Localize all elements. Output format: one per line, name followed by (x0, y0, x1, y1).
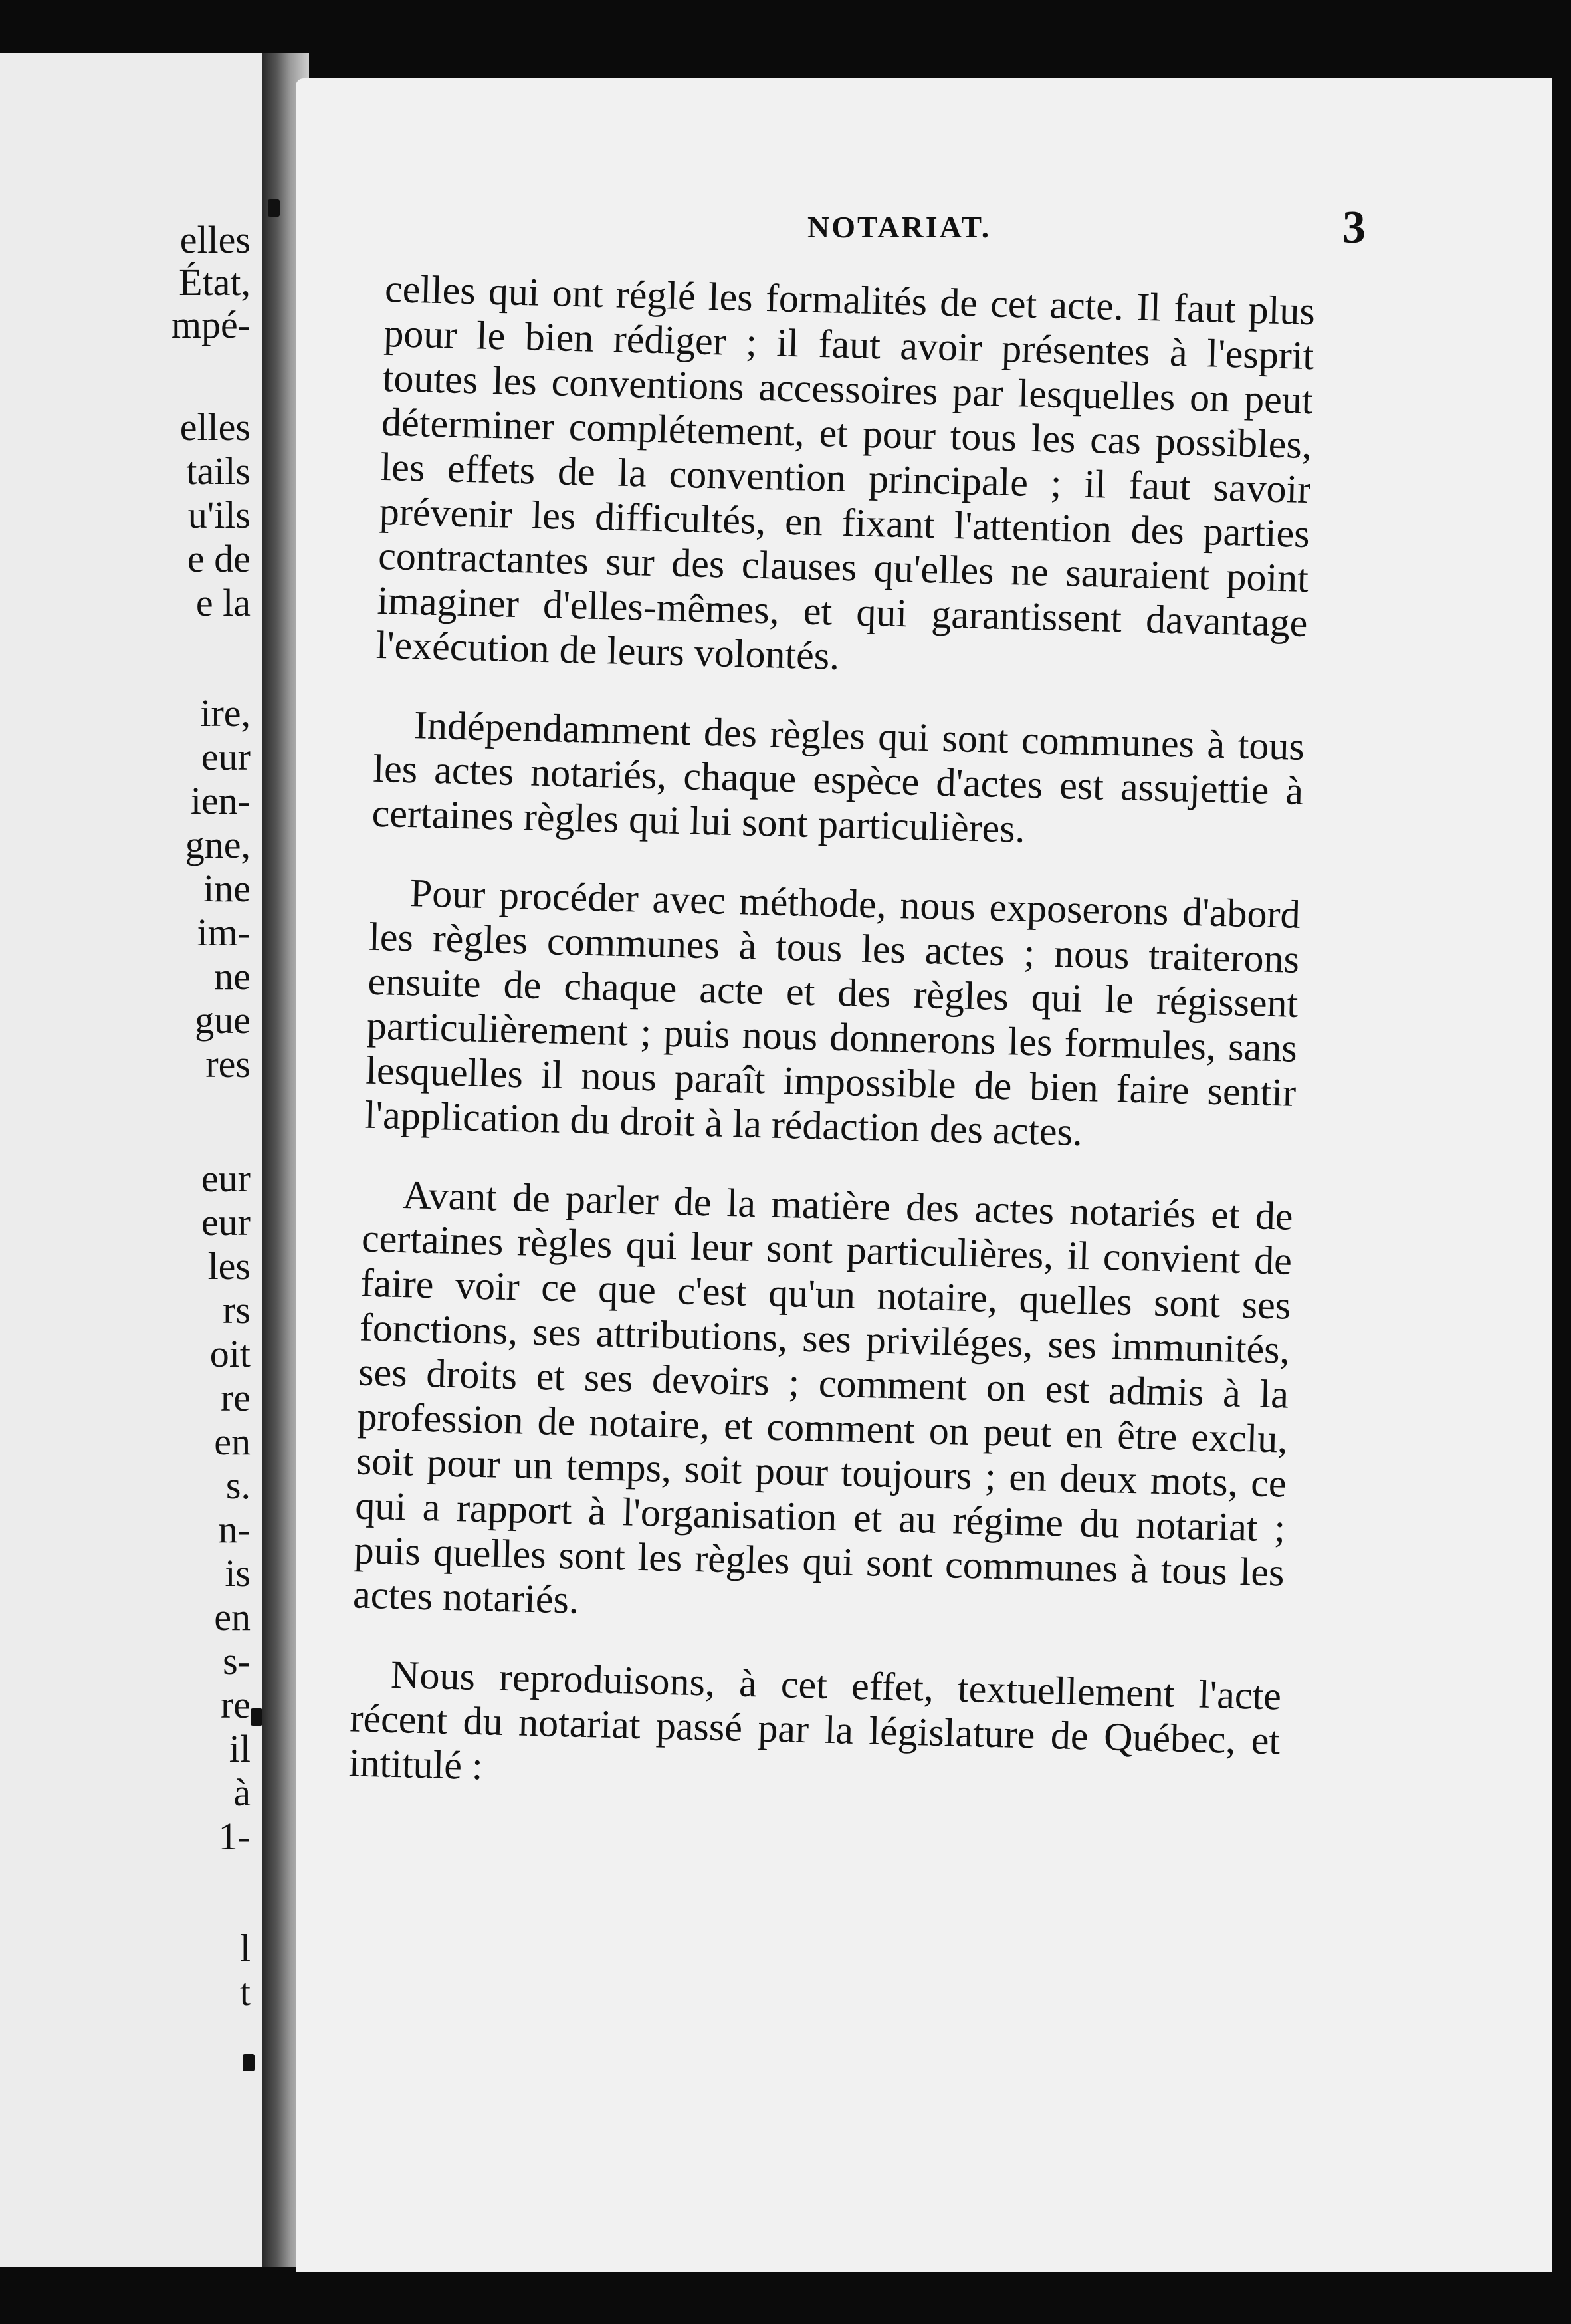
left-fragment: gue (195, 998, 251, 1042)
running-head (296, 202, 1552, 256)
left-fragment: u'ils (187, 493, 251, 536)
page-header-title: NOTARIAT. (807, 210, 992, 244)
left-fragment: res (205, 1042, 251, 1086)
left-fragment: ire, (200, 691, 251, 735)
paragraph: Pour procéder avec méthode, nous exposerons d'abord les règles communes à tous les actes ; nous traiterons ensuite de chaque acte et des règles qui le régissent particulièrement ; puis nous donnerons les formules, sans lesquelles il nous paraît impossible de bien faire sentir l'application du droit à la rédaction des actes. (364, 871, 1301, 1155)
binding-mark (251, 1708, 262, 1726)
left-fragment: elles (179, 218, 251, 261)
binding-mark (243, 2054, 255, 2071)
left-fragment: en (214, 1420, 251, 1463)
left-fragment: eur (201, 1157, 251, 1200)
left-fragment: ne (214, 955, 251, 998)
left-fragment: oit (209, 1332, 251, 1375)
left-fragment: s- (223, 1639, 251, 1683)
left-facing-page (0, 53, 262, 2267)
left-fragment: n- (218, 1508, 251, 1551)
page-number: 3 (1342, 202, 1366, 253)
paragraph: Nous reproduisons, à cet effet, textuellement l'acte récent du notariat passé par la législature de Québec, et intitulé : (348, 1652, 1282, 1788)
left-fragment: elles (179, 406, 251, 449)
left-fragment: e la (195, 581, 251, 624)
body-text (348, 267, 1316, 1843)
left-fragment: État, (179, 261, 251, 304)
left-fragment: im- (197, 911, 251, 954)
left-fragment: t (239, 1970, 251, 2014)
paragraph: Avant de parler de la matière des actes notariés et de certaines règles qui leur sont particulières, il convient de faire voir ce que c'est qu'un notaire, quelles sont ses fonctions, ses attributions, ses priviléges, ses immunités, ses droits et ses devoirs ; comment on est admis à la profession de notaire, et comment on peut en être exclu, soit pour un temps, soit pour toujours ; en deux mots, ce qui a rapport à l'organisation et au régime du notariat ; puis quelles sont les règles qui sont communes à tous les actes notariés. (352, 1173, 1294, 1622)
left-fragment: à (233, 1771, 251, 1814)
left-fragment: il (229, 1727, 251, 1770)
left-fragment: re (220, 1683, 251, 1726)
left-fragment: en (214, 1595, 251, 1639)
left-fragment: eur (201, 1201, 251, 1244)
left-fragment: rs (223, 1288, 251, 1332)
left-fragment: tails (186, 449, 251, 493)
paragraph: Indépendamment des règles qui sont communes à tous les actes notariés, chaque espèce d'actes est assujettie à certaines règles qui lui sont particulières. (371, 703, 1305, 851)
left-fragment: e de (187, 537, 251, 580)
left-fragment: l (239, 1926, 251, 1970)
binding-mark (268, 199, 280, 217)
main-page (296, 78, 1552, 2272)
left-fragment: s. (225, 1464, 251, 1507)
left-fragment: ien- (190, 779, 251, 822)
left-fragment: 1- (218, 1815, 251, 1858)
left-fragment: is (225, 1552, 251, 1595)
left-fragment: les (207, 1244, 251, 1288)
left-fragment: gne, (185, 823, 251, 866)
left-fragment: re (220, 1376, 251, 1419)
left-fragment: mpé- (171, 303, 251, 346)
paragraph: celles qui ont réglé les formalités de cet acte. Il faut plus pour le bien rédiger ; il faut avoir présentes à l'esprit toutes les conventions accessoires par lesquelles on peut déterminer complétement, et pour tous les cas possibles, les effets de la convention principale ; il faut savoir prévenir les difficultés, en fixant l'attention des parties contractantes sur des clauses qu'elles ne sauraient point imaginer d'elles-mêmes, et qui garantissent davantage l'exécution de leurs volontés. (375, 267, 1316, 678)
left-fragment: eur (201, 735, 251, 778)
left-fragment: ine (203, 867, 251, 910)
